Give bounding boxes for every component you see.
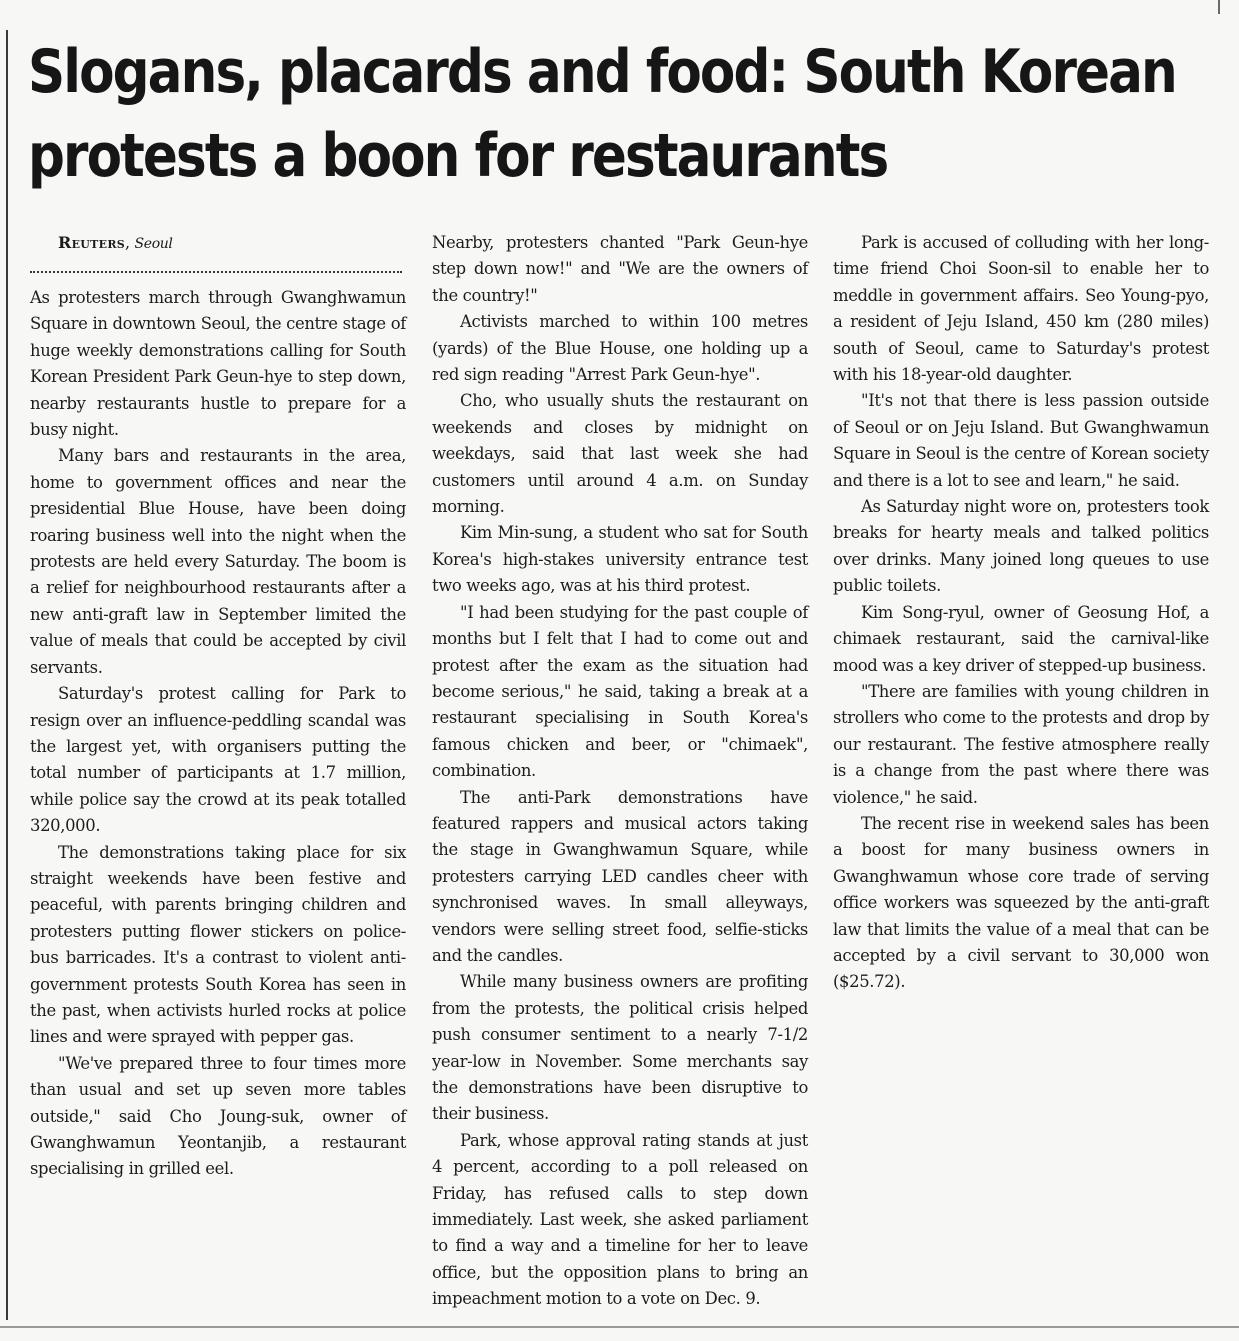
paragraph: The recent rise in weekend sales has been a boost for many business owners in Gwanghwamun whose core trade of serving office workers was squeezed by the anti-graft law that limits the value of a meal that can be accepted by a civil servant to 30,000 won ($25.72).: [833, 813, 1209, 992]
paragraph: "There are families with young children in strollers who come to the protests and drop by our restaurant. The festive atmosphere really is a change from the past where there was violence," he said.: [833, 681, 1209, 807]
paragraph: The demonstrations taking place for six straight weekends have been festive and peaceful, with parents bringing children and protesters putting flower stickers on police-bus barricades. It's a contrast to violent anti-government protests South Korea has seen in the past, when activists hurled rocks at police lines and were sprayed with pepper gas.: [30, 842, 406, 1047]
paragraph: While many business owners are profiting from the protests, the political crisis helped push consumer sentiment to a nearly 7-1/2 year-low in November. Some merchants say the demonstrations have been disruptive to their business.: [432, 972, 808, 1124]
paragraph: The anti-Park demonstrations have featured rappers and musical actors taking the stage in Gwanghwamun Square, while protesters carrying LED candles cheer with synchronised waves. In small alleyways, vendors were selling street food, selfie-sticks and the candles.: [432, 787, 808, 965]
paragraph: As protesters march through Gwanghwamun Square in downtown Seoul, the centre stage of huge weekly demonstrations calling for South Korean President Park Geun-hye to step down, nearby restaurants hustle to prepare for a busy night.: [30, 288, 406, 440]
agency-name: Reuters: [58, 233, 126, 252]
dotted-divider: [30, 259, 402, 273]
paragraph: Activists marched to within 100 metres (yards) of the Blue House, one holding up a red sign reading "Arrest Park Geun-hye".: [432, 312, 808, 385]
left-column-rule: [6, 30, 8, 1320]
paragraph: "It's not that there is less passion outside of Seoul or on Jeju Island. But Gwanghwamun Square in Seoul is the centre of Korean society and there is a lot to see and learn," he said.: [833, 391, 1209, 490]
paragraph: Park is accused of colluding with her long-time friend Choi Soon-sil to enable her to meddle in government affairs. Seo Young-pyo, a resident of Jeju Island, 450 km (280 miles) south of Seoul, came to Saturday's protest with his 18-year-old daughter.: [833, 233, 1209, 385]
headline: Slogans, placards and food: South Korean protests a boon for restaurants: [28, 37, 1176, 191]
top-edge-rule: [1218, 0, 1220, 14]
column-3: [833, 230, 1209, 996]
paragraph: Cho, who usually shuts the restaurant on weekends and closes by midnight on weekdays, said that last week she had customers until around 4 a.m. on Sunday morning.: [432, 391, 808, 517]
paragraph: Nearby, protesters chanted "Park Geun-hye step down now!" and "We are the owners of the country!": [432, 233, 808, 305]
dateline-location: Seoul: [134, 236, 173, 252]
paragraph: "We've prepared three to four times more than usual and set up seven more tables outside," said Cho Joung-suk, owner of Gwanghwamun Yeontanjib, a restaurant specialising in grilled eel.: [30, 1053, 406, 1179]
bottom-edge-rule: [0, 1326, 1239, 1328]
column-1: [30, 230, 406, 1183]
paragraph: Kim Min-sung, a student who sat for South Korea's high-stakes university entrance test two weeks ago, was at his third protest.: [432, 523, 808, 596]
paragraph: Kim Song-ryul, owner of Geosung Hof, a chimaek restaurant, said the carnival-like mood was a key driver of stepped-up business.: [833, 602, 1209, 675]
paragraph: Saturday's protest calling for Park to resign over an influence-peddling scandal was the largest yet, with organisers putting the total number of participants at 1.7 million, while police say the crowd at its peak totalled 320,000.: [30, 684, 406, 836]
paragraph: As Saturday night wore on, protesters took breaks for hearty meals and talked politics over drinks. Many joined long queues to use public toilets.: [833, 497, 1209, 596]
column-2: [432, 230, 808, 1313]
paragraph: Park, whose approval rating stands at just 4 percent, according to a poll released on Friday, has refused calls to step down immediately. Last week, she asked parliament to find a way and a timeline for her to leave office, but the opposition plans to bring an impeachment motion to a vote on Dec. 9.: [432, 1130, 808, 1309]
paragraph: Many bars and restaurants in the area, home to government offices and near the presidential Blue House, have been doing roaring business well into the night when the protests are held every Saturday. The boom is a relief for neighbourhood restaurants after a new anti-graft law in September limited the value of meals that could be accepted by civil servants.: [30, 446, 406, 677]
dateline: Reuters, Seoul: [58, 233, 173, 252]
paragraph: "I had been studying for the past couple of months but I felt that I had to come out and protest after the exam as the situation had become serious," he said, taking a break at a restaurant specialising in South Korea's famous chicken and beer, or "chimaek", combination.: [432, 602, 808, 781]
